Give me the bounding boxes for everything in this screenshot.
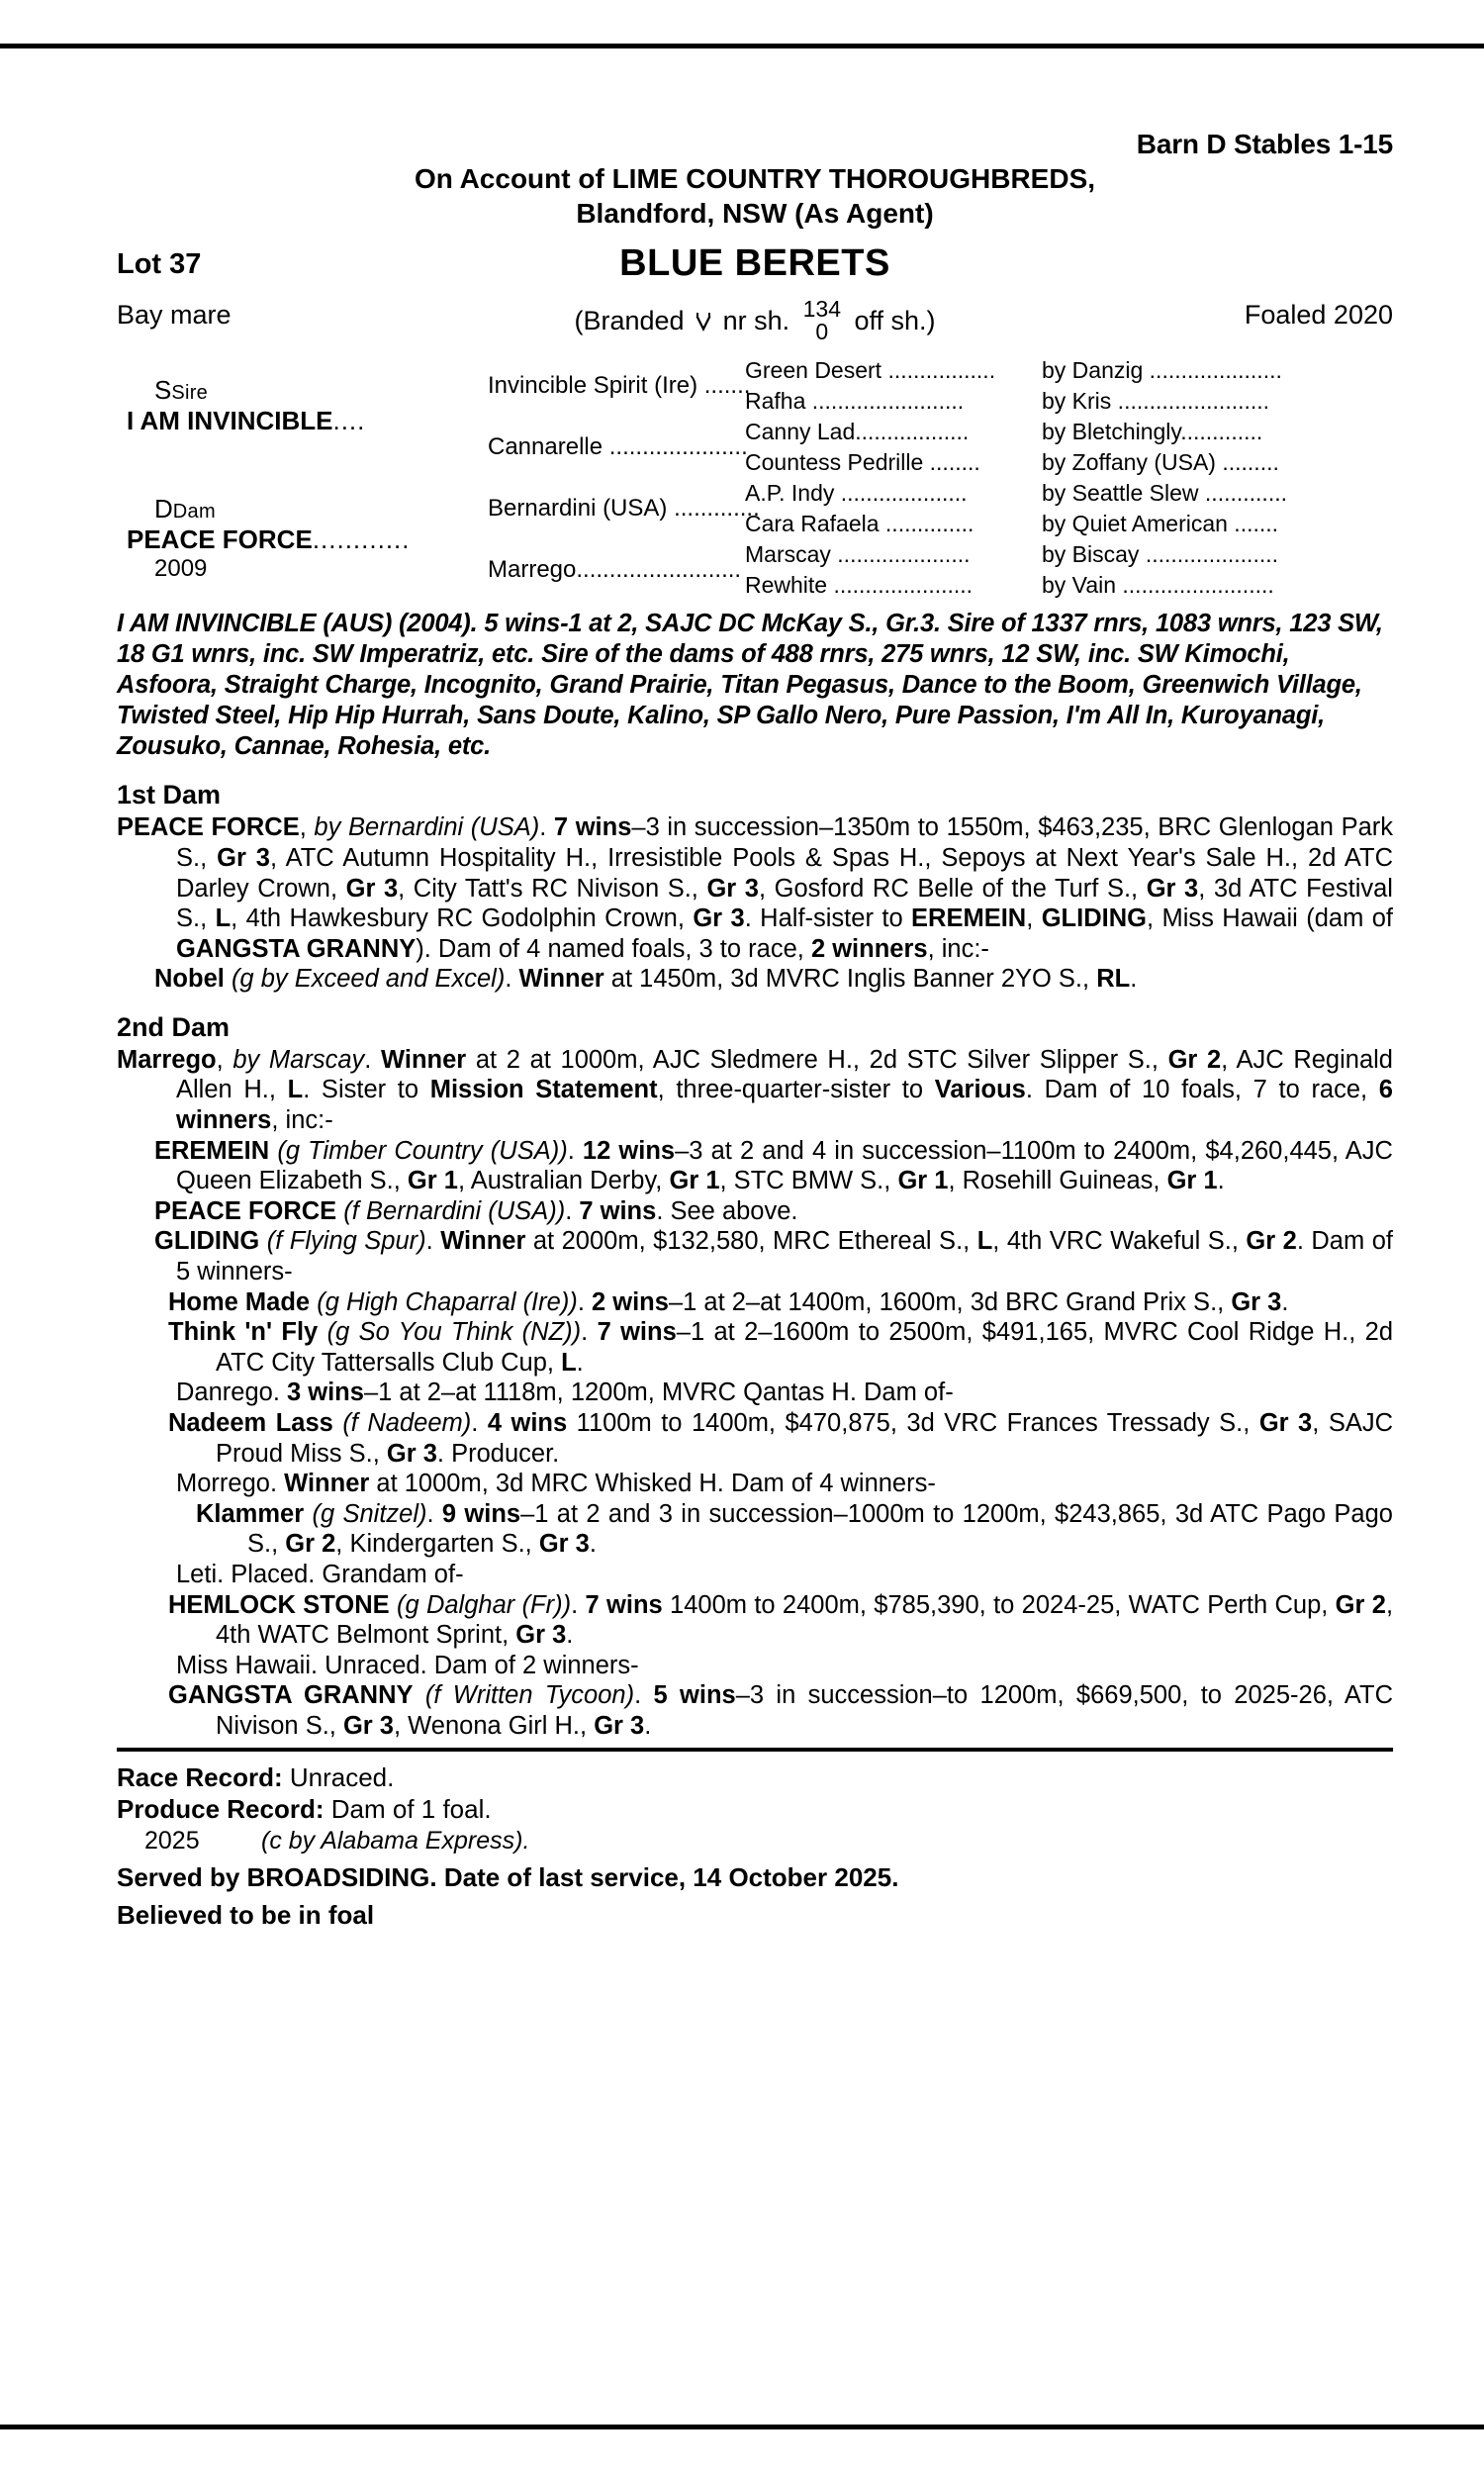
- page-bottom-rule: [0, 2425, 1484, 2429]
- second-dam-heading: 2nd Dam: [117, 1011, 231, 1042]
- pedigree-entry: GLIDING (f Flying Spur). Winner at 2000m, $132,580, MRC Ethereal S., L, 4th VRC Wakeful S., Gr 2. Dam of 5 winners-: [154, 1227, 1393, 1286]
- pedigree-entry: Nadeem Lass (f Nadeem). 4 wins 1100m to 1400m, $470,875, 3d VRC Frances Tressady S., Gr 3, SAJC Proud Miss S., Gr 3. Producer.: [168, 1409, 1394, 1468]
- page-content: [117, 129, 1393, 1932]
- pedigree-g3-sire: Green Desert .................: [745, 356, 996, 383]
- brand-denominator: 0: [815, 318, 829, 344]
- pedigree-g3-by: by Kris ........................: [1042, 387, 1270, 414]
- pedigree-entry: PEACE FORCE (f Bernardini (USA)). 7 wins. See above.: [154, 1196, 798, 1225]
- pedigree-entry: HEMLOCK STONE (g Dalghar (Fr)). 7 wins 1400m to 2400m, $785,390, to 2024-25, WATC Perth Cup, Gr 2, 4th WATC Belmont Sprint, Gr 3.: [168, 1590, 1394, 1650]
- foaled-year: Foaled 2020: [1244, 299, 1393, 330]
- pedigree-g3-row: [745, 386, 1393, 417]
- brand-number: [802, 295, 841, 344]
- in-foal-status: Believed to be in foal: [117, 1900, 375, 1931]
- pedigree-entry: Leti. Placed. Grandam of-: [176, 1560, 464, 1588]
- produce-foal-description: (c by Alabama Express).: [261, 1827, 530, 1856]
- dam-year: 2009: [154, 554, 208, 582]
- pedigree-entry: Klammer (g Snitzel). 9 wins–1 at 2 and 3 in succession–1000m to 1200m, $243,865, 3d ATC Pago Pago S., Gr 2, Kindergarten S., Gr 3.: [196, 1499, 1393, 1559]
- pedigree-g3-by: by Zoffany (USA) .........: [1042, 448, 1279, 475]
- produce-record-label: Produce Record:: [117, 1794, 325, 1825]
- pedigree-g3-row: [745, 478, 1393, 509]
- pedigree-g3-by: by Danzig .....................: [1042, 356, 1282, 383]
- dam-label-text: Dam: [172, 500, 216, 523]
- brand-suffix-text: off sh.): [854, 305, 936, 335]
- pedigree-entry: GANGSTA GRANNY (f Written Tycoon). 5 wins–3 in succession–to 1200m, $669,500, to 2025-26, ATC Nivison S., Gr 3, Wenona Girl H., Gr 3.: [168, 1681, 1394, 1740]
- pedigree-g3-by: by Biscay .....................: [1042, 540, 1279, 567]
- pedigree-g3-sire: Rafha ........................: [745, 387, 965, 414]
- sire-name: [127, 406, 453, 436]
- pedigree-g3-by: by Bletchingly.............: [1042, 418, 1263, 444]
- brand-prefix-text: (Branded: [574, 305, 685, 335]
- pedigree-g3-by: by Seattle Slew .............: [1042, 479, 1287, 506]
- pedigree-g3-row: [745, 509, 1393, 539]
- vendor-account-line2: Blandford, NSW (As Agent): [576, 197, 934, 229]
- first-dam-heading: 1st Dam: [117, 780, 222, 810]
- pedigree-generation-2: [488, 351, 770, 601]
- page-top-rule: [0, 44, 1484, 48]
- pedigree-entry: Marrego, by Marscay. Winner at 2 at 1000m, AJC Sledmere H., 2d STC Silver Slipper S., Gr 2, AJC Reginald Allen H., L. Sister to Mission Statement, three-quarter-sister to Various. Dam of 10 foals, 7 to race, 6 winners, inc:-: [117, 1045, 1393, 1135]
- pedigree-entry: Miss Hawaii. Unraced. Dam of 2 winners-: [176, 1651, 639, 1679]
- dam-name-dots: ............: [312, 523, 411, 554]
- horse-description-row: [117, 292, 1393, 344]
- barn-stables-label: Barn D Stables 1-15: [1136, 129, 1393, 159]
- race-record-label: Race Record:: [117, 1761, 283, 1792]
- pedigree-entry: EREMEIN (g Timber Country (USA)). 12 wins–3 at 2 and 4 in succession–1100m to 2400m, $4,260,445, AJC Queen Elizabeth S., Gr 1, Australian Derby, Gr 1, STC BMW S., Gr 1, Rosehill Guineas, Gr 1.: [154, 1136, 1393, 1195]
- produce-record-value: Dam of 1 foal.: [330, 1794, 492, 1825]
- race-record-line: [117, 1761, 1393, 1794]
- footer-block: [117, 1761, 1393, 1933]
- pedigree-entry: Danrego. 3 wins–1 at 2–at 1118m, 1200m, MVRC Qantas H. Dam of-: [176, 1379, 954, 1407]
- pedigree-g3-sire: Canny Lad..................: [745, 418, 970, 444]
- second-dam-entries: [117, 1045, 1393, 1742]
- dam-label: DDam: [154, 493, 216, 523]
- pedigree-entry: Morrego. Winner at 1000m, 3d MRC Whisked H. Dam of 4 winners-: [176, 1470, 936, 1498]
- pedigree-entry: Nobel (g by Exceed and Excel). Winner at 1450m, 3d MVRC Inglis Banner 2YO S., RL.: [154, 965, 1138, 994]
- pedigree-g3-sire: Countess Pedrille ........: [745, 448, 980, 475]
- brand-symbol-icon: [694, 310, 713, 333]
- lot-title-row: [117, 242, 1393, 292]
- pedigree-sire-block: [127, 375, 453, 436]
- pedigree-g3-row: [745, 417, 1393, 447]
- pedigree-entry: Think 'n' Fly (g So You Think (NZ)). 7 wins–1 at 2–1600m to 2500m, $491,165, MVRC Cool Ridge H., 2d ATC City Tattersalls Club Cup, L.: [168, 1318, 1394, 1377]
- dam-name: [127, 524, 453, 555]
- produce-record-line: [117, 1793, 1393, 1826]
- pedigree-g3-row: [745, 539, 1393, 570]
- produce-foal-year: 2025: [144, 1827, 200, 1856]
- vendor-account: [117, 162, 1393, 230]
- service-details: Served by BROADSIDING. Date of last service, 14 October 2025.: [117, 1861, 899, 1892]
- pedigree-g2-row: Bernardini (USA) .............: [488, 494, 760, 522]
- produce-foal-row: [144, 1826, 1393, 1857]
- pedigree-g2-row: Invincible Spirit (Ire) .......: [488, 371, 751, 399]
- pedigree-g2-row: Marrego.........................: [488, 555, 742, 583]
- pedigree-entry: PEACE FORCE, by Bernardini (USA). 7 wins–3 in succession–1350m to 1550m, $463,235, BRC Glenlogan Park S., Gr 3, ATC Autumn Hospitality H., Irresistible Pools & Spas H., Sepoys at Next Year's Sale H., 2d ATC Darley Crown, Gr 3, City Tatt's RC Nivison S., Gr 3, Gosford RC Belle of the Turf S., Gr 3, 3d ATC Festival S., L, 4th Hawkesbury RC Godolphin Crown, Gr 3. Half-sister to EREMEIN, GLIDING, Miss Hawaii (dam of GANGSTA GRANNY). Dam of 4 named foals, 3 to race, 2 winners, inc:-: [117, 813, 1394, 963]
- pedigree-g3-row: [745, 570, 1393, 601]
- pedigree-g3-sire: A.P. Indy ....................: [745, 479, 968, 506]
- pedigree-g3-sire: Rewhite ......................: [745, 571, 974, 598]
- sire-label-text: Sire: [171, 381, 209, 404]
- pedigree-entry: Home Made (g High Chaparral (Ire)). 2 wins–1 at 2–at 1400m, 1600m, 3d BRC Grand Prix S., Gr 3.: [168, 1287, 1289, 1316]
- page-title: BLUE BERETS: [619, 241, 890, 284]
- pedigree-table: [117, 351, 1393, 597]
- lot-number: Lot 37: [117, 247, 202, 280]
- sire-summary-paragraph: I AM INVINCIBLE (AUS) (2004). 5 wins-1 at 2, SAJC DC McKay S., Gr.3. Sire of 1337 rnrs, 1083 wnrs, 123 SW, 18 G1 wnrs, inc. SW Imperatriz, etc. Sire of the dams of 488 rnrs, 275 wnrs, 12 SW, inc. SW Kimochi, Asfoora, Straight Charge, Incognito, Grand Prairie, Titan Pegasus, Dance to the Boom, Greenwich Village, Twisted Steel, Hip Hip Hurrah, Sans Doute, Kalino, SP Gallo Nero, Pure Passion, I'm All In, Kuroyanagi, Zousuko, Cannae, Rohesia, etc.: [117, 609, 1383, 761]
- pedigree-g3-sire: Marscay .....................: [745, 540, 971, 567]
- pedigree-g3-sire: Cara Rafaela ..............: [745, 510, 974, 536]
- sire-name-dots: ....: [332, 405, 366, 435]
- pedigree-g3-by: by Vain ........................: [1042, 571, 1274, 598]
- pedigree-g3-row: [745, 447, 1393, 478]
- brand-description: [117, 295, 1393, 345]
- colour-and-sex: Bay mare: [117, 299, 232, 330]
- race-record-value: Unraced.: [289, 1761, 395, 1792]
- pedigree-dam-block: [127, 494, 453, 583]
- sire-label: SSire: [154, 374, 209, 405]
- pedigree-g3-row: [745, 355, 1393, 386]
- pedigree-generation-3: [745, 351, 1393, 601]
- pedigree-g3-by: by Quiet American .......: [1042, 510, 1279, 536]
- brand-mid-text: nr sh.: [722, 305, 790, 335]
- footer-divider-rule: [117, 1748, 1393, 1752]
- first-dam-entries: [117, 812, 1393, 995]
- sire-name-text: I AM INVINCIBLE: [127, 405, 333, 435]
- dam-name-text: PEACE FORCE: [127, 523, 313, 554]
- vendor-account-line1: On Account of LIME COUNTRY THOROUGHBREDS,: [414, 163, 1096, 195]
- brand-numerator: 134: [802, 295, 841, 322]
- pedigree-g2-row: Cannarelle .....................: [488, 432, 748, 460]
